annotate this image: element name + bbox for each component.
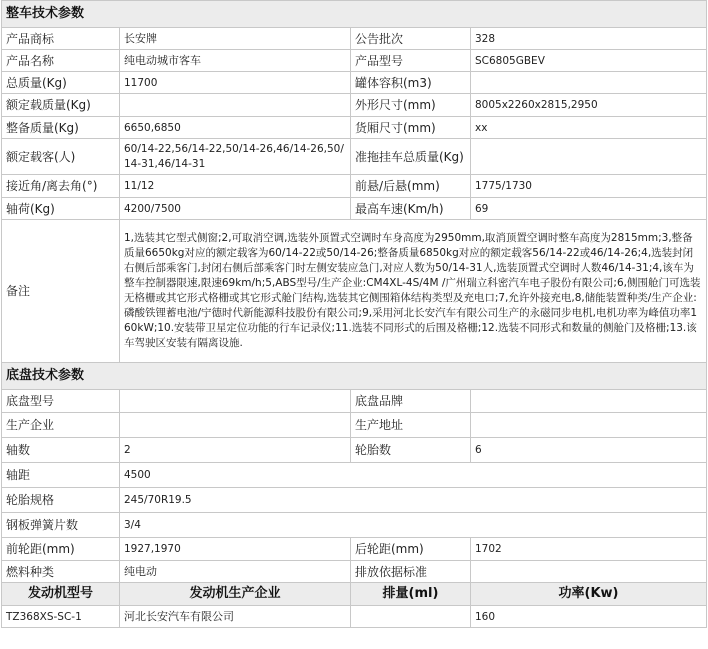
tire-spec-value: 245/70R19.5 bbox=[120, 488, 707, 513]
max-speed-value: 69 bbox=[471, 198, 707, 220]
axles-label: 轴数 bbox=[2, 438, 120, 463]
approach-angle-label: 接近角/离去角(°) bbox=[2, 175, 120, 198]
brand-value: 长安牌 bbox=[120, 28, 351, 50]
table-row bbox=[2, 220, 707, 363]
overhang-value: 1775/1730 bbox=[471, 175, 707, 198]
engine-maker-header: 发动机生产企业 bbox=[120, 583, 351, 606]
cargo-size-value: xx bbox=[471, 117, 707, 139]
product-model-value: SC6805GBEV bbox=[471, 50, 707, 72]
chassis-model-label: 底盘型号 bbox=[2, 390, 120, 413]
chassis-brand-value bbox=[471, 390, 707, 413]
brand-label: 产品商标 bbox=[2, 28, 120, 50]
front-track-value: 1927,1970 bbox=[120, 538, 351, 561]
emission-value bbox=[471, 561, 707, 583]
table-row bbox=[2, 606, 707, 628]
table-row bbox=[2, 175, 707, 198]
wheelbase-label: 轴距 bbox=[2, 463, 120, 488]
table-row bbox=[2, 488, 707, 513]
engine-header-row bbox=[2, 583, 707, 606]
fuel-value: 纯电动 bbox=[120, 561, 351, 583]
cargo-size-label: 货厢尺寸(mm) bbox=[351, 117, 471, 139]
product-name-label: 产品名称 bbox=[2, 50, 120, 72]
table-row bbox=[2, 50, 707, 72]
table-row bbox=[2, 198, 707, 220]
rated-load-value bbox=[120, 94, 351, 117]
spec-table bbox=[1, 0, 707, 628]
table-row bbox=[2, 463, 707, 488]
engine-model-header: 发动机型号 bbox=[2, 583, 120, 606]
batch-value: 328 bbox=[471, 28, 707, 50]
engine-maker-value: 河北长安汽车有限公司 bbox=[120, 606, 351, 628]
table-row bbox=[2, 438, 707, 463]
wheelbase-value: 4500 bbox=[120, 463, 707, 488]
power-header: 功率(Kw) bbox=[471, 583, 707, 606]
batch-label: 公告批次 bbox=[351, 28, 471, 50]
tank-volume-value bbox=[471, 72, 707, 94]
front-track-label: 前轮距(mm) bbox=[2, 538, 120, 561]
leaf-spring-label: 钢板弹簧片数 bbox=[2, 513, 120, 538]
table-row bbox=[2, 72, 707, 94]
curb-mass-value: 6650,6850 bbox=[120, 117, 351, 139]
table-row bbox=[2, 513, 707, 538]
table-row bbox=[2, 28, 707, 50]
max-speed-label: 最高车速(Km/h) bbox=[351, 198, 471, 220]
fuel-label: 燃料种类 bbox=[2, 561, 120, 583]
note-label: 备注 bbox=[2, 220, 120, 363]
tires-label: 轮胎数 bbox=[351, 438, 471, 463]
chassis-brand-label: 底盘品牌 bbox=[351, 390, 471, 413]
table-row bbox=[2, 94, 707, 117]
tires-value: 6 bbox=[471, 438, 707, 463]
axle-load-value: 4200/7500 bbox=[120, 198, 351, 220]
vehicle-section-header bbox=[2, 1, 707, 28]
maker-label: 生产企业 bbox=[2, 413, 120, 438]
table-row bbox=[2, 561, 707, 583]
tire-spec-label: 轮胎规格 bbox=[2, 488, 120, 513]
axles-value: 2 bbox=[120, 438, 351, 463]
trailer-mass-label: 准拖挂车总质量(Kg) bbox=[351, 139, 471, 175]
chassis-section-title: 底盘技术参数 bbox=[2, 363, 707, 390]
product-name-value: 纯电动城市客车 bbox=[120, 50, 351, 72]
product-model-label: 产品型号 bbox=[351, 50, 471, 72]
curb-mass-label: 整备质量(Kg) bbox=[2, 117, 120, 139]
table-row bbox=[2, 413, 707, 438]
power-value: 160 bbox=[471, 606, 707, 628]
vehicle-section-title: 整车技术参数 bbox=[2, 1, 707, 28]
table-row bbox=[2, 538, 707, 561]
table-row bbox=[2, 139, 707, 175]
rear-track-label: 后轮距(mm) bbox=[351, 538, 471, 561]
displacement-value bbox=[351, 606, 471, 628]
emission-label: 排放依据标准 bbox=[351, 561, 471, 583]
table-row bbox=[2, 390, 707, 413]
trailer-mass-value bbox=[471, 139, 707, 175]
rear-track-value: 1702 bbox=[471, 538, 707, 561]
dimensions-value: 8005x2260x2815,2950 bbox=[471, 94, 707, 117]
dimensions-label: 外形尺寸(mm) bbox=[351, 94, 471, 117]
maker-value bbox=[120, 413, 351, 438]
approach-angle-value: 11/12 bbox=[120, 175, 351, 198]
engine-model-value: TZ368XS-SC-1 bbox=[2, 606, 120, 628]
axle-load-label: 轴荷(Kg) bbox=[2, 198, 120, 220]
rated-load-label: 额定载质量(Kg) bbox=[2, 94, 120, 117]
overhang-label: 前悬/后悬(mm) bbox=[351, 175, 471, 198]
passengers-value: 60/14-22,56/14-22,50/14-26,46/14-26,50/14-31,46/14-31 bbox=[120, 139, 351, 175]
address-value bbox=[471, 413, 707, 438]
address-label: 生产地址 bbox=[351, 413, 471, 438]
passengers-label: 额定载客(人) bbox=[2, 139, 120, 175]
chassis-model-value bbox=[120, 390, 351, 413]
tank-volume-label: 罐体容积(m3) bbox=[351, 72, 471, 94]
total-mass-value: 11700 bbox=[120, 72, 351, 94]
table-row bbox=[2, 117, 707, 139]
leaf-spring-value: 3/4 bbox=[120, 513, 707, 538]
chassis-section-header bbox=[2, 363, 707, 390]
displacement-header: 排量(ml) bbox=[351, 583, 471, 606]
note-value: 1,选装其它型式侧窗;2,可取消空调,选装外顶置式空调时车身高度为2950mm,取消顶置空调时整车高度为2815mm;3,整备质量6650kg对应的额定载客为60/14-22或50/14-26;整备质量6850kg对应的额定载客56/14-22或46/14-26;4,选装封闭右侧后部乘客门,封闭右侧后部乘客门时左侧安装应急门,对应人数为50/14-31人,选装顶置式空调时人数46/14-31;4,该车为整车控制器限速,限速69km/h;5,ABS型号/生产企业:CM4XL-4S/4M /广州瑞立科密汽车电子股份有限公司;6,侧围舱门可选装无格栅或其它形式格栅或其它形式舱门结构,选装其它侧围箱体结构类型及充电口;7,允许外接充电,8,储能装置种类/生产企业:磷酸铁锂蓄电池/宁德时代新能源科技股份有限公司;9,采用河北长安汽车有限公司生产的永磁同步电机,电机功率为峰值功率160kW;10.安装带卫星定位功能的行车记录仪;11.选装不同形式的后围及格栅;12.选装不同形式和数量的侧舱门及格栅;13.该车驾驶区安装有隔离设施. bbox=[120, 220, 707, 363]
total-mass-label: 总质量(Kg) bbox=[2, 72, 120, 94]
